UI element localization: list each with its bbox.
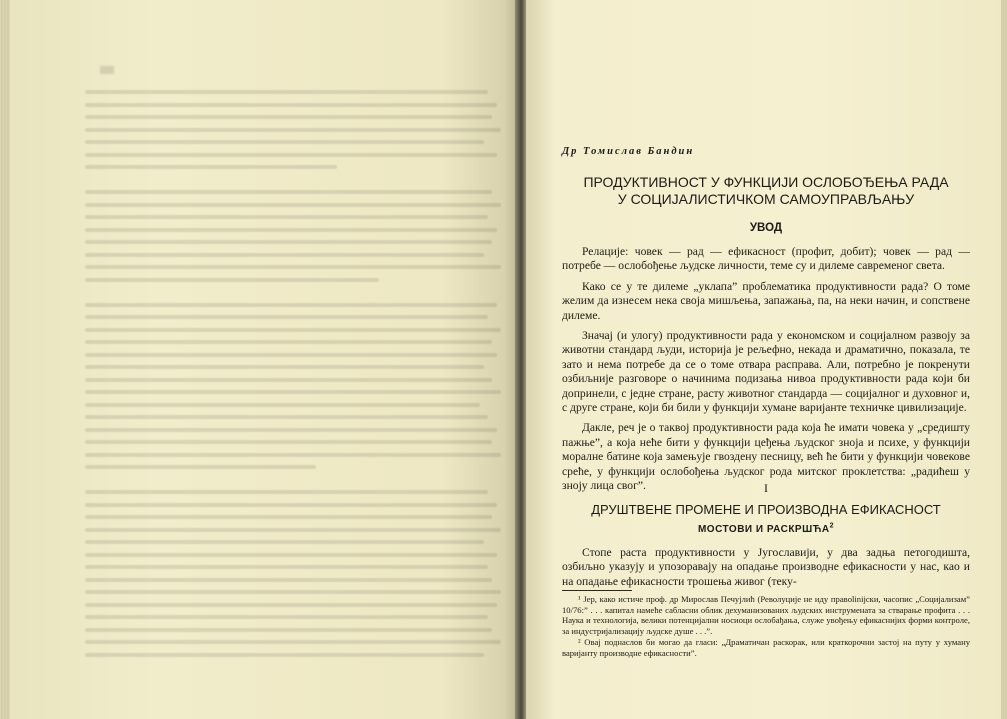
bleed-line [85,203,501,207]
bleed-line [85,553,497,557]
bleed-line [85,340,492,344]
title-line-2: У СОЦИЈАЛИСТИЧКОМ САМОУПРАВЉАЊУ [617,191,915,207]
bleed-line [85,165,337,169]
section-number: I [764,481,768,495]
bleed-line [85,653,484,657]
bleed-line [85,103,497,107]
bleed-line [85,315,488,319]
section-heading: ДРУШТВЕНЕ ПРОМЕНЕ И ПРОИЗВОДНА ЕФИКАСНОСТ [591,502,941,517]
page-edge [1001,0,1007,719]
bleed-line [85,440,492,444]
bleed-line [85,615,488,619]
bleed-line [85,403,480,407]
bleed-line [85,503,497,507]
bleed-line [85,128,501,132]
page-edges [0,0,10,719]
bleed-line [85,390,501,394]
article-title [562,174,970,208]
bleed-line [85,590,501,594]
bleed-line [85,278,379,282]
bleed-line [85,90,488,94]
bleed-line [85,453,501,457]
bleed-line [85,528,501,532]
bleed-line [85,228,497,232]
footnote-divider [562,590,632,591]
paragraph: Стопе раста продуктивности у Југославији, у два задња петогодишта, озбиљно указују и упозоравају на опадање производне ефикасности у нас, као и на опадање ефикасности трошења живог (теку- [562,546,970,588]
bleed-line [85,303,497,307]
subsection-heading [562,524,970,535]
bleed-line [85,253,484,257]
bleed-line [85,490,488,494]
title-line-1: ПРОДУКТИВНОСТ У ФУНКЦИЈИ ОСЛОБОЂЕЊА РАДА [583,174,949,190]
paragraph: Дакле, реч је о таквој продуктивности рада која ће имати човека у „средишту пажње”, а која неће бити у функцији цеђења људског зноја и психе, у функцији моралне батине која замењује гвоздену песницу, већ ће бити у функцији човекове среће, у функцији ослобођења људског рода митског проклетства: „радићеш у зноју лица свог”. [562,421,970,493]
bleed-line [85,515,492,519]
paragraph: Значај (и улогу) продуктивности рада у економском и социјалном развоју за животни стандард људи, историја је рељефно, некада и драматично, показала, те зато и нема потребе да се о томе отвара расправа. Али, потребно је покренути озбиљније разговоре о начинима подизања нивоа продуктивности рада који би допринели, с једне стране, расту животног стандарда — социјалног и духовног и, с друге стране, који би били у функцији хумане варијанте техничке цивилизације. [562,329,970,415]
footnotes [562,594,970,660]
bleed-line [85,378,492,382]
footnote-2: ² Овај поднаслов би могао да гласи: „Драматичан раскорак, или краткорочни застој на путу у хуману варијанту производне ефикасности”. [562,637,970,658]
author-name: Др Томислав Бандин [562,146,695,157]
bleed-line [85,603,497,607]
bleed-line [85,190,492,194]
bleed-through-text [85,90,505,680]
bleed-line [85,153,497,157]
bleed-line [85,628,492,632]
bleed-line [85,415,488,419]
paragraph: Како се у те дилеме „уклапа” проблематика продуктивности рада? О томе желим да изнесем нека своја мишљења, запажања, па, на неки начин, и сопствене дилеме. [562,279,970,322]
intro-heading: УВОД [749,222,783,234]
footnote-mark: 2 [829,522,835,530]
bleed-line [85,565,488,569]
footnote-1: ¹ Јер, како истиче проф. др Мирослав Печујлић (Револуције не иду правolinijски, часопис „Социјализам” 10/76:” . . . капитал намеће сабласни облик дехуманизованих људских инструмената за стварање профита . . . Наука и технологија, велики потенцијални носиоци ослобађања, служе увођењу ефикаснијих форми контроле, за индустријализацију људске душе . . .”. [562,594,970,636]
bleed-line [85,428,497,432]
intro-body [562,245,970,500]
bleed-line [85,140,484,144]
bleed-line [85,215,488,219]
paragraph: Релације: човек — рад — ефикасност (профит, добит); човек — рад — потребе — ослобођење људске личности, теме су и дилеме савременог света. [562,245,970,273]
right-page [526,0,1007,719]
left-page-number-bleed [100,66,114,74]
section-body [562,546,970,589]
bleed-line [85,265,501,269]
bleed-line [85,353,497,357]
bleed-line [85,578,492,582]
subsection-title: МОСТОВИ И РАСКРШЋА [697,524,830,535]
bleed-line [85,328,501,332]
bleed-line [85,240,492,244]
bleed-line [85,540,484,544]
bleed-line [85,365,484,369]
bleed-line [85,115,492,119]
bleed-line [85,465,316,469]
bleed-line [85,640,501,644]
